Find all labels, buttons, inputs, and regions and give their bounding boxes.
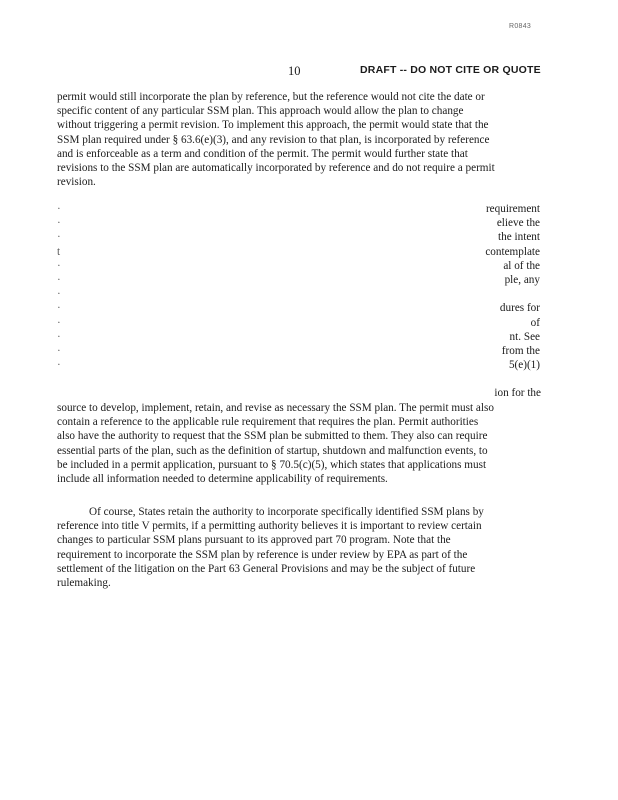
paragraph-2-line: contain a reference to the applicable rule requirement that requires the plan. Permit authorities bbox=[57, 416, 479, 429]
paragraph-2-line: include all information needed to determine applicability of requirements. bbox=[57, 473, 388, 486]
redacted-fragment: al of the bbox=[503, 259, 540, 272]
redacted-fragment: of bbox=[530, 316, 540, 329]
paragraph-3-line: rulemaking. bbox=[57, 577, 111, 590]
redacted-fragment: · bbox=[57, 259, 61, 272]
redacted-fragment: · bbox=[57, 344, 61, 357]
redacted-fragment bbox=[460, 287, 540, 301]
redacted-fragment: · bbox=[57, 217, 61, 230]
paragraph-2-line: be included in a permit application, pursuant to § 70.5(c)(5), which states that applications must bbox=[57, 458, 487, 471]
paragraph-2 bbox=[57, 401, 537, 486]
paragraph-2-line: also have the authority to request that the SSM plan be submitted to them. They also can require bbox=[57, 430, 488, 443]
redacted-left-fragments bbox=[57, 202, 67, 372]
paragraph-2-line: essential parts of the plan, such as the definition of startup, shutdown and malfunction events, to bbox=[57, 444, 488, 457]
redacted-fragment: · bbox=[57, 359, 61, 372]
redacted-fragment: · bbox=[57, 330, 61, 343]
redacted-fragment: · bbox=[57, 288, 61, 301]
paragraph-1-line: permit would still incorporate the plan by reference, but the reference would not cite the date or bbox=[57, 91, 485, 103]
paragraph-3-line: requirement to incorporate the SSM plan by reference is under review by EPA as part of the bbox=[57, 548, 468, 561]
redacted-fragment: elieve the bbox=[496, 217, 540, 230]
redacted-fragment: · bbox=[57, 302, 61, 315]
paragraph-1 bbox=[57, 90, 537, 189]
redacted-fragment: · bbox=[57, 316, 61, 329]
paragraph-2-line: source to develop, implement, retain, and revise as necessary the SSM plan. The permit must also bbox=[57, 402, 494, 414]
redacted-fragment: t bbox=[57, 245, 61, 258]
redacted-fragment: 5(e)(1) bbox=[508, 359, 540, 372]
redacted-fragment: dures for bbox=[499, 302, 540, 315]
redacted-fragment: · bbox=[57, 273, 61, 286]
paragraph-1-line: without triggering a permit revision. To implement this approach, the permit would state that the bbox=[57, 119, 489, 132]
redacted-fragment: the intent bbox=[498, 231, 540, 244]
redacted-fragment: contemplate bbox=[485, 245, 540, 258]
paragraph-3-line: settlement of the litigation on the Part 63 General Provisions and may be the subject of future bbox=[57, 562, 476, 575]
paragraph-1-line: SSM plan required under § 63.6(e)(3), and any revision to that plan, is incorporated by reference bbox=[57, 133, 490, 146]
redacted-fragment: requirement bbox=[485, 203, 540, 215]
paragraph-1-line: revision. bbox=[57, 176, 96, 189]
paragraph-1-line: specific content of any particular SSM plan. This approach would allow the plan to change bbox=[57, 105, 464, 118]
redacted-fragment: · bbox=[57, 231, 61, 244]
redacted-fragment: · bbox=[57, 203, 61, 215]
paragraph-3-line: reference into title V permits, if a permitting authority believes it is important to review certain bbox=[57, 520, 482, 533]
draft-notice: DRAFT -- DO NOT CITE OR QUOTE bbox=[360, 64, 541, 76]
page-number: 10 bbox=[288, 64, 301, 78]
redacted-fragment: ple, any bbox=[504, 273, 540, 286]
paragraph-1-line: revisions to the SSM plan are automatically incorporated by reference and do not require a permit bbox=[57, 162, 495, 175]
redacted-right-fragments bbox=[460, 202, 540, 372]
paragraph-3-line: changes to particular SSM plans pursuant to its approved part 70 program. Note that the bbox=[57, 534, 451, 547]
paragraph-1-line: and is enforceable as a term and condition of the permit. The permit would further state that bbox=[57, 147, 468, 160]
paragraph-3 bbox=[57, 505, 537, 590]
redacted-fragment: nt. See bbox=[509, 330, 540, 343]
paragraph-2-tail-fragment: ion for the bbox=[494, 387, 541, 399]
document-id-stamp: R0843 bbox=[509, 23, 532, 30]
redacted-fragment: from the bbox=[501, 344, 540, 357]
paragraph-3-line: Of course, States retain the authority to incorporate specifically identified SSM plans by bbox=[89, 506, 484, 518]
